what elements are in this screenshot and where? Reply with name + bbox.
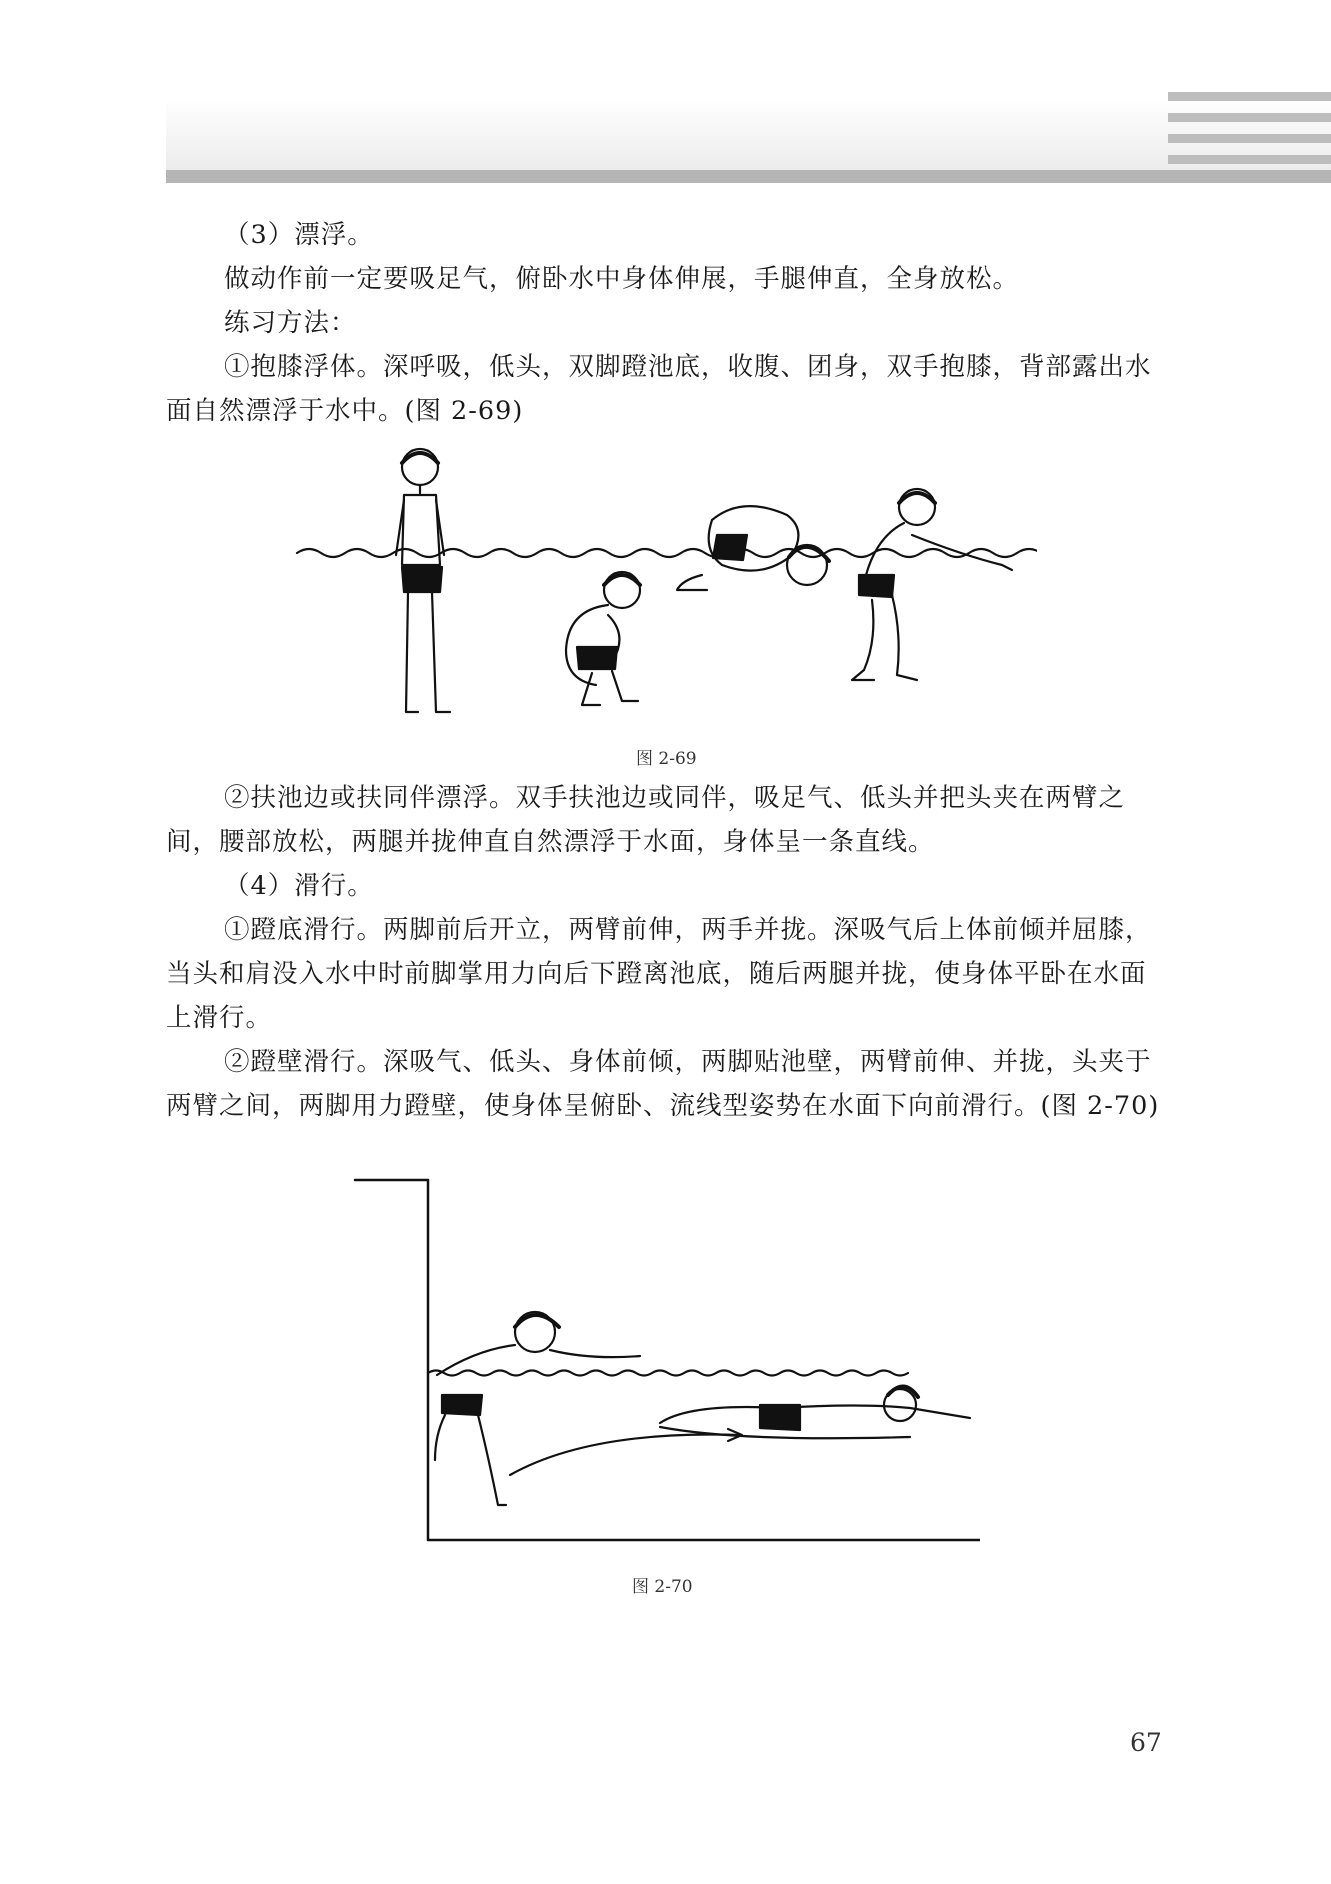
header-stripe bbox=[1168, 134, 1331, 143]
header-rule bbox=[166, 170, 1331, 183]
body-text-middle bbox=[166, 776, 1171, 1128]
figure-caption: 图 2-69 bbox=[636, 749, 697, 769]
paragraph: ①蹬底滑行。两脚前后开立，两臂前伸，两手并拢。深吸气后上体前倾并屈膝，当头和肩没入水中时前脚掌用力向后下蹬离池底，随后两腿并拢，使身体平卧在水面上滑行。 bbox=[166, 915, 1152, 1033]
header-band bbox=[166, 98, 1331, 170]
paragraph: 做动作前一定要吸足气，俯卧水中身体伸展，手腿伸直，全身放松。 bbox=[224, 264, 1020, 294]
header-stripe bbox=[1168, 155, 1331, 164]
paragraph: 练习方法： bbox=[224, 308, 357, 338]
paragraph: ②蹬壁滑行。深吸气、低头、身体前倾，两脚贴池壁，两臂前伸、并拢，头夹于两臂之间，两脚用力蹬壁，使身体呈俯卧、流线型姿势在水面下向前滑行。(图 2-70) bbox=[166, 1047, 1160, 1121]
body-text-top bbox=[166, 213, 1171, 433]
figure-2-70 bbox=[350, 1175, 980, 1545]
swimmer-illustration bbox=[292, 435, 1037, 720]
paragraph: ②扶池边或扶同伴漂浮。双手扶池边或同伴，吸足气、低头并把头夹在两臂之间，腰部放松，两腿并拢伸直自然漂浮于水面，身体呈一条直线。 bbox=[166, 783, 1126, 857]
paragraph: ①抱膝浮体。深呼吸，低头，双脚蹬池底，收腹、团身，双手抱膝，背部露出水面自然漂浮于水中。(图 2-69) bbox=[166, 352, 1152, 426]
figure-caption: 图 2-70 bbox=[632, 1577, 693, 1597]
page-number: 67 bbox=[1130, 1728, 1162, 1757]
header-stripe bbox=[1168, 92, 1331, 101]
heading-floating: （3）漂浮。 bbox=[224, 220, 374, 250]
header-stripe bbox=[1168, 113, 1331, 122]
heading-gliding: （4）滑行。 bbox=[224, 871, 374, 901]
push-off-glide-illustration bbox=[350, 1175, 980, 1545]
figure-2-69 bbox=[292, 435, 1037, 720]
